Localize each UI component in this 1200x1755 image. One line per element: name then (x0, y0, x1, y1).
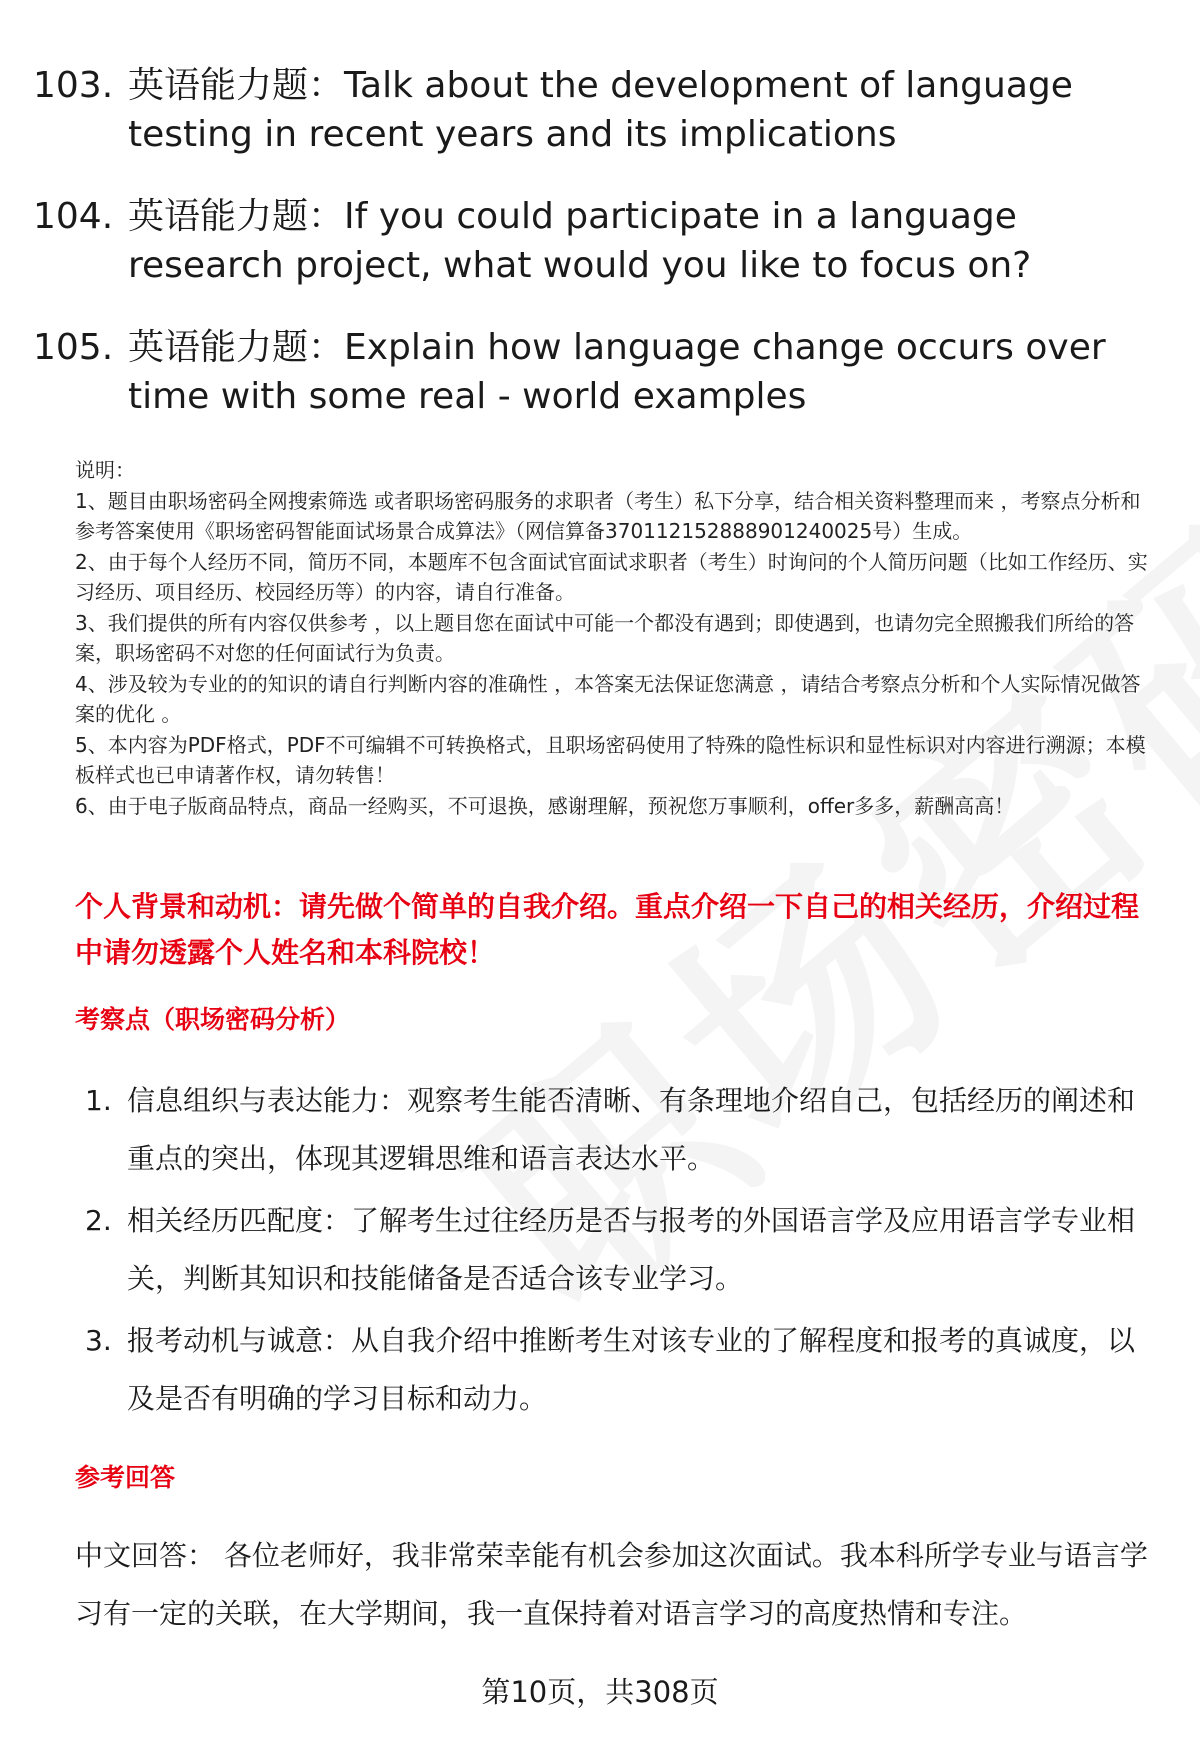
note-item: 1、题目由职场密码全网搜索筛选 或者职场密码服务的求职者（考生）私下分享，结合相关资料整理而来 ，考察点分析和参考答案使用《职场密码智能面试场景合成算法》（网信算备370112152888901240025号）生成。 (75, 488, 1141, 543)
reference-answer: 中文回答： 各位老师好，我非常荣幸能有机会参加这次面试。我本科所学专业与语言学习有一定的关联，在大学期间，我一直保持着对语言学习的高度热情和专注。 (75, 1539, 1148, 1630)
key-point-text: 相关经历匹配度：了解考生过往经历是否与报考的外国语言学及应用语言学专业相关，判断其知识和技能储备是否适合该专业学习。 (127, 1204, 1136, 1295)
key-point-item (85, 1312, 1155, 1428)
reference-title: 参考回答 (75, 1463, 176, 1492)
note-item: 2、由于每个人经历不同，简历不同，本题库不包含面试官面试求职者（考生）时询问的个人简历问题（比如工作经历、实习经历、项目经历、校园经历等）的内容，请自行准备。 (75, 549, 1148, 604)
key-point-text: 报考动机与诚意：从自我介绍中推断考生对该专业的了解程度和报考的真诚度，以及是否有明确的学习目标和动力。 (127, 1324, 1136, 1415)
question-105 (33, 323, 1163, 421)
key-point-number: 2. (85, 1204, 112, 1237)
note-item: 5、本内容为PDF格式，PDF不可编辑不可转换格式，且职场密码使用了特殊的隐性标识和显性标识对内容进行溯源；本模板样式也已申请著作权，请勿转售！ (75, 732, 1146, 787)
intro-question: 个人背景和动机：请先做个简单的自我介绍。重点介绍一下自己的相关经历，介绍过程中请勿透露个人姓名和本科院校！ (75, 890, 1140, 969)
question-text: 英语能力题：Explain how language change occurs over time with some real - world examples (128, 327, 1106, 417)
key-points-title: 考察点（职场密码分析） (75, 1005, 351, 1034)
page-footer: 第10页，共308页 (481, 1675, 719, 1709)
question-104 (33, 192, 1163, 290)
key-point-item (85, 1192, 1155, 1308)
note-item: 3、我们提供的所有内容仅供参考 ，以上题目您在面试中可能一个都没有遇到；即使遇到，也请勿完全照搬我们所给的答案，职场密码不对您的任何面试行为负责。 (75, 610, 1135, 665)
key-points-list (85, 1072, 1155, 1432)
key-point-number: 1. (85, 1084, 112, 1117)
question-text: 英语能力题：Talk about the development of language testing in recent years and its implications (128, 65, 1073, 155)
question-number: 104. (33, 196, 114, 237)
key-point-item (85, 1072, 1155, 1188)
key-point-text: 信息组织与表达能力：观察考生能否清晰、有条理地介绍自己，包括经历的阐述和重点的突出，体现其逻辑思维和语言表达水平。 (127, 1084, 1136, 1175)
question-103 (33, 61, 1163, 159)
note-item: 6、由于电子版商品特点，商品一经购买，不可退换，感谢理解，预祝您万事顺利，offer多多，薪酬高高！ (75, 793, 1015, 818)
key-point-number: 3. (85, 1324, 112, 1357)
question-number: 103. (33, 65, 114, 106)
disclaimer-notes (75, 455, 1155, 821)
note-item: 4、涉及较为专业的的知识的请自行判断内容的准确性 ，本答案无法保证您满意 ，请结合考察点分析和个人实际情况做答案的优化 。 (75, 671, 1141, 726)
notes-title: 说明： (75, 458, 135, 482)
question-text: 英语能力题：If you could participate in a language research project, what would you like to focus on? (128, 196, 1032, 286)
question-number: 105. (33, 327, 114, 368)
